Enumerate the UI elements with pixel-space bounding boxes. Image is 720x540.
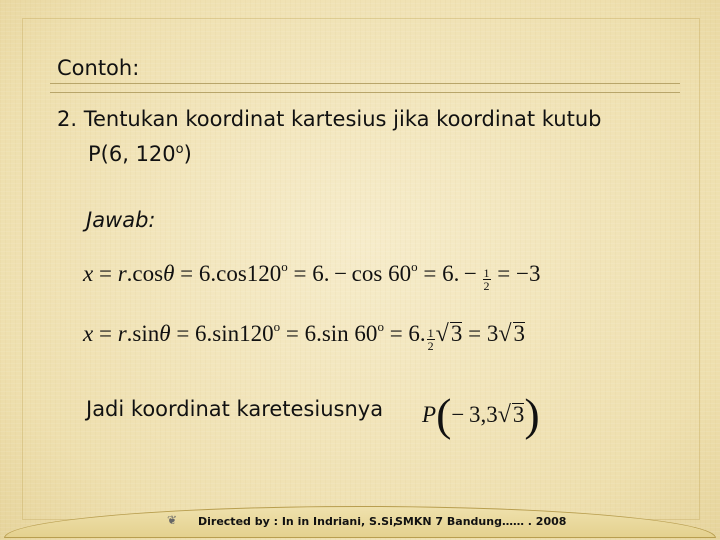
cartesian-point: P(− 3,3√3) — [422, 389, 540, 440]
fraction-one-half: $\frac{1}{2}$ — [427, 326, 434, 353]
answer-label: Jawab: — [86, 208, 156, 232]
equation-x-cos: $x = r.\cos\theta = 6.\cos 120^o = 6$. − $\cos 60^o = 6$. − $\frac{1}{2}$ = −3 — [83, 259, 541, 293]
equation-x-sin: $x = r.\sin\theta = 6.\sin 120^o = 6.\sin$ $60^o = 6$. $\frac{1}{2}$ √3 = 3√3 — [83, 319, 525, 353]
slide-title: Contoh: — [57, 56, 140, 80]
leaf-icon: ❦ — [167, 513, 178, 527]
divider-line — [50, 83, 680, 84]
footer-author: Directed by : In in Indriani, S.Si, — [198, 515, 398, 528]
fraction-one-half: $\frac{1}{2}$ — [483, 266, 490, 293]
divider-line — [50, 92, 680, 93]
conclusion-text: Jadi koordinat karetesiusnya — [86, 397, 384, 421]
question-line-2: P(6, 120$^o$) — [88, 142, 192, 166]
question-line-1: 2. Tentukan koordinat kartesius jika koordinat kutub — [57, 107, 602, 131]
footer-school: SMKN 7 Bandung…… . 2008 — [395, 515, 567, 528]
